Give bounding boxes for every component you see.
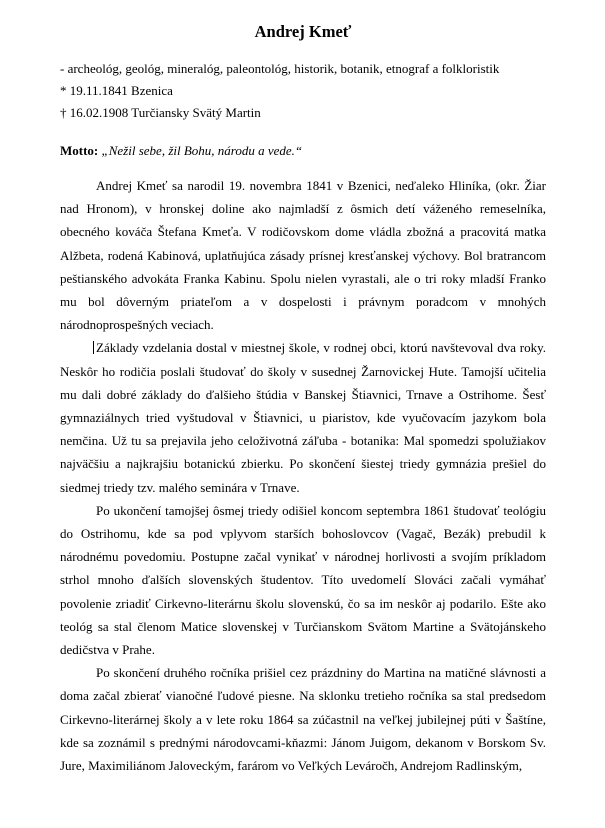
paragraph-2-text: Základy vzdelania dostal v miestnej škole, v rodnej obci, ktorú navštevoval dva roky. Neskôr ho rodičia poslali študovať do školy v susednej Žarnovickej Hute. Tamojší učitelia mu dali dobré základy do ďalšieho štúdia v Banskej Štiavnici, Trnave a Ostrihome. Šesť gymnaziálnych tried vyštudoval v Štiavnici, u piaristov, kde vyučovacím jazykom bola nemčina. Už tu sa prejavila jeho celoživotná záľuba - botanika: Mal spomedzi spolužiakov najväčšiu a najkrajšiu botanickú zbierku. Po skončení šiestej triedy gymnázia prešiel do siedmej triedy tzv. malého seminára v Trnave.	[60, 340, 546, 495]
motto-text: „Nežil sebe, žil Bohu, národu a vede.“	[98, 143, 303, 158]
text-cursor	[93, 341, 94, 354]
paragraph-4[interactable]: Po skončení druhého ročníka prišiel cez prázdniny do Martina na matičné slávnosti a doma začal zbierať vianočné ľudové piesne. Na sklonku tretieho ročníka sa stal predsedom Cirkevno-literárnej školy a v lete roku 1864 sa zúčastnil na veľkej jubilejnej púti v Šaštíne, kde sa zoznámil s prednými národovcami-kňazmi: Jánom Juigom, dekanom v Borskom Sv. Jure, Maximiliánom Jaloveckým, farárom vo Veľkých Leváročh, Andrejom Radlinským,	[60, 665, 546, 774]
motto-label: Motto:	[60, 143, 99, 158]
birth-line: * 19.11.1841 Bzenica	[60, 83, 173, 98]
page-title: Andrej Kmeť	[254, 22, 352, 41]
motto	[60, 141, 546, 161]
paragraph-1[interactable]: Andrej Kmeť sa narodil 19. novembra 1841 v Bzenici, neďaleko Hliníka, (okr. Žiar nad Hronom), v hronskej doline ako najmladší z ôsmich detí váženého remeselníka, obecného kováča Štefana Kmeťa. V rodičovskom dome vládla zbožná a pracovitá matka Alžbeta, rodená Kabinová, uplatňujúca zásady prísnej kresťanskej výchovy. Bol bratrancom peštianského advokáta Franka Kabinu. Spolu nielen vyrastali, ale o tri roky mladší Franko mu bol dôverným priateľom a v dospelosti i právnym poradcom v mnohých národnoprospešných veciach.	[60, 178, 546, 333]
paragraph-3[interactable]: Po ukončení tamojšej ôsmej triedy odišiel koncom septembra 1861 študovať teológiu do Ostrihomu, kde sa pod vplyvom starších bohoslovcov (Vagač, Bezák) prebudil k národnému povedomiu. Postupne začal vynikať v národnej horlivosti a svojím príkladom strhol mnoho ďalších slovenských študentov. Títo uvedomelí Slováci začali vymáhať povolenie zriadiť Cirkevno-literárnu školu slovenskú, čo sa im neskôr aj podarilo. Ešte ako teológ sa stal členom Matice slovenskej v Turčianskom Svätom Martine a Svätojánskeho dedičstva v Prahe.	[60, 502, 546, 658]
death-line: † 16.02.1908 Turčiansky Svätý Martin	[60, 105, 261, 120]
paragraph-2[interactable]	[60, 336, 546, 498]
document-page	[60, 22, 546, 777]
profession-line: - archeológ, geológ, mineralóg, paleontológ, historik, botanik, etnograf a folkloristik	[60, 61, 500, 76]
